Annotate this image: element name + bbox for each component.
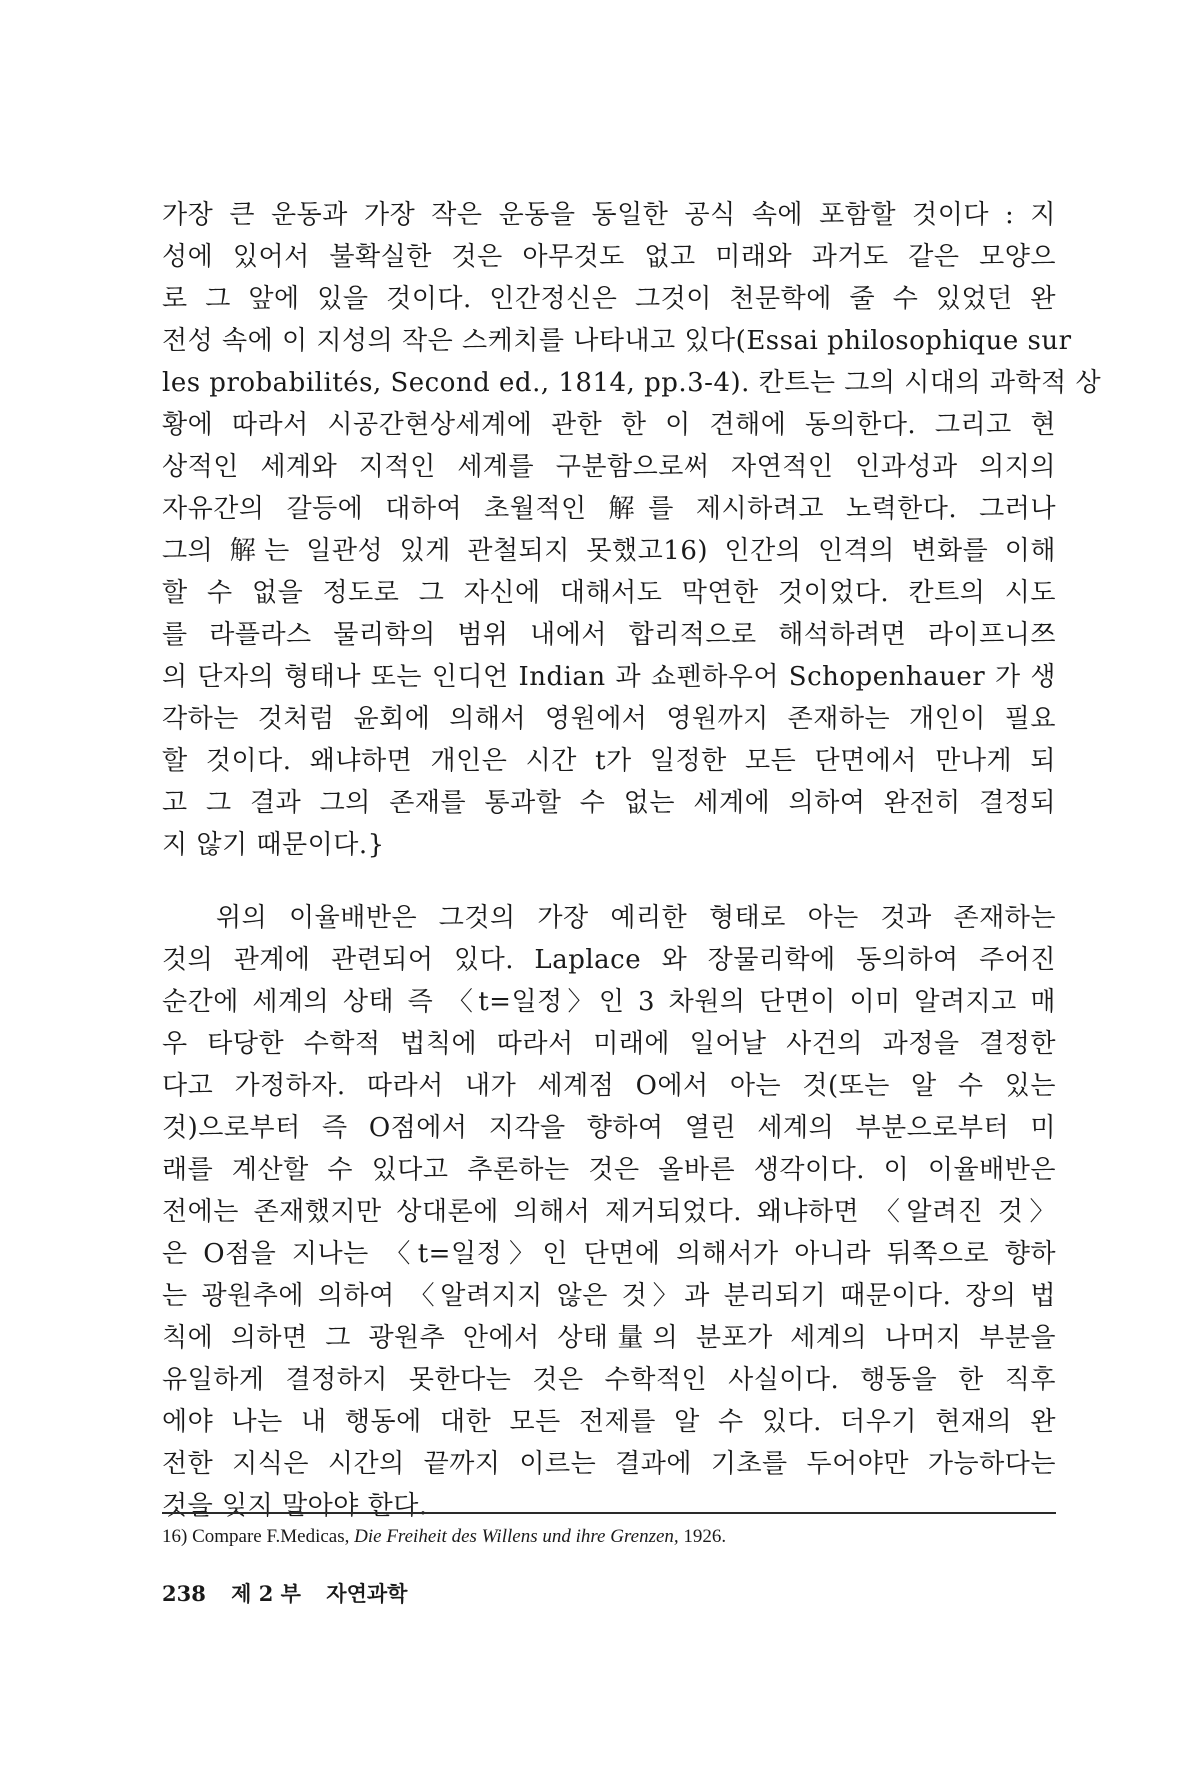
text-line: 의 단자의 형태나 또는 인디언 Indian 과 쇼펜하우어 Schopenhauer 가 생 — [162, 662, 1056, 692]
text-line: 를 라플라스 물리학의 범위 내에서 합리적으로 해석하려면 라이프니쯔 — [162, 620, 1056, 650]
text-line: 상적인 세계와 지적인 세계를 구분함으로써 자연적인 인과성과 의지의 — [162, 452, 1056, 482]
text-line: 것)으로부터 즉 O점에서 지각을 향하여 열린 세계의 부분으로부터 미 — [162, 1113, 1056, 1143]
text-line: 우 타당한 수학적 법칙에 따라서 미래에 일어날 사건의 과정을 결정한 — [162, 1029, 1056, 1059]
page-number: 238 — [162, 1581, 206, 1606]
text-line: 할 수 없을 정도로 그 자신에 대해서도 막연한 것이었다. 칸트의 시도 — [162, 578, 1056, 608]
text-line: 래를 계산할 수 있다고 추론하는 것은 올바른 생각이다. 이 이율배반은 — [162, 1155, 1056, 1185]
text-line: 것의 관계에 관련되어 있다. Laplace 와 장물리학에 동의하여 주어진 — [162, 945, 1056, 975]
text-line: 전성 속에 이 지성의 작은 스케치를 나타내고 있다(Essai philosophique sur — [162, 326, 1072, 356]
footnote-year: 1926. — [683, 1526, 727, 1547]
paragraph-1 — [162, 194, 1102, 866]
text-line: 순간에 세계의 상태 즉 〈t=일정〉인 3 차원의 단면이 이미 알려지고 매 — [162, 987, 1056, 1017]
text-line: 고 그 결과 그의 존재를 통과할 수 없는 세계에 의하여 완전히 결정되 — [162, 788, 1056, 818]
text-line: 자유간의 갈등에 대하여 초월적인 解를 제시하려고 노력한다. 그러나 — [162, 494, 1056, 524]
text-line: 성에 있어서 불확실한 것은 아무것도 없고 미래와 과거도 같은 모양으 — [162, 242, 1056, 272]
text-line: 지 않기 때문이다.} — [162, 830, 385, 860]
text-line: 은 O점을 지나는 〈t=일정〉인 단면에 의해서가 아니라 뒤쪽으로 향하 — [162, 1239, 1056, 1269]
text-line: 가장 큰 운동과 가장 작은 운동을 동일한 공식 속에 포함할 것이다 : 지 — [162, 200, 1056, 230]
text-line: 할 것이다. 왜냐하면 개인은 시간 t가 일정한 모든 단면에서 만나게 되 — [162, 746, 1056, 776]
text-line: 전한 지식은 시간의 끝까지 이르는 결과에 기초를 두어야만 가능하다는 — [162, 1449, 1056, 1479]
text-line: 전에는 존재했지만 상대론에 의해서 제거되었다. 왜냐하면 〈알려진 것〉 — [162, 1197, 1056, 1227]
text-line: 황에 따라서 시공간현상세계에 관한 한 이 견해에 동의한다. 그리고 현 — [162, 410, 1056, 440]
text-line: 로 그 앞에 있을 것이다. 인간정신은 그것이 천문학에 줄 수 있었던 완 — [162, 284, 1056, 314]
text-line: 유일하게 결정하지 못한다는 것은 수학적인 사실이다. 행동을 한 직후 — [162, 1365, 1056, 1395]
text-line: 는 광원추에 의하여 〈알려지지 않은 것〉과 분리되기 때문이다. 장의 법 — [162, 1281, 1056, 1311]
text-line: 것을 잊지 말아야 한다. — [162, 1491, 428, 1521]
part-label: 제 2 부 — [231, 1581, 301, 1606]
footnote-book-title: Die Freiheit des Willens und ihre Grenzen, — [354, 1526, 679, 1547]
paragraph-2 — [162, 897, 1056, 1527]
footnote-16 — [162, 1524, 726, 1550]
footnote-marker: 16) — [162, 1526, 188, 1547]
text-line: 다고 가정하자. 따라서 내가 세계점 O에서 아는 것(또는 알 수 있는 — [162, 1071, 1056, 1101]
page-footer — [162, 1580, 425, 1608]
footnote-text: Compare F.Medicas, — [192, 1526, 350, 1547]
text-line: 그의 解는 일관성 있게 관철되지 못했고16) 인간의 인격의 변화를 이해 — [162, 536, 1056, 566]
text-line: 위의 이율배반은 그것의 가장 예리한 형태로 아는 것과 존재하는 — [216, 903, 1056, 933]
text-line: 각하는 것처럼 윤회에 의해서 영원에서 영원까지 존재하는 개인이 필요 — [162, 704, 1056, 734]
text-line: 칙에 의하면 그 광원추 안에서 상태量의 분포가 세계의 나머지 부분을 — [162, 1323, 1056, 1353]
text-line: les probabilités, Second ed., 1814, pp.3-4). 칸트는 그의 시대의 과학적 상 — [162, 368, 1102, 398]
section-label: 자연과학 — [326, 1581, 408, 1606]
footnote-divider — [162, 1512, 1056, 1514]
text-line: 에야 나는 내 행동에 대한 모든 전제를 알 수 있다. 더우기 현재의 완 — [162, 1407, 1056, 1437]
